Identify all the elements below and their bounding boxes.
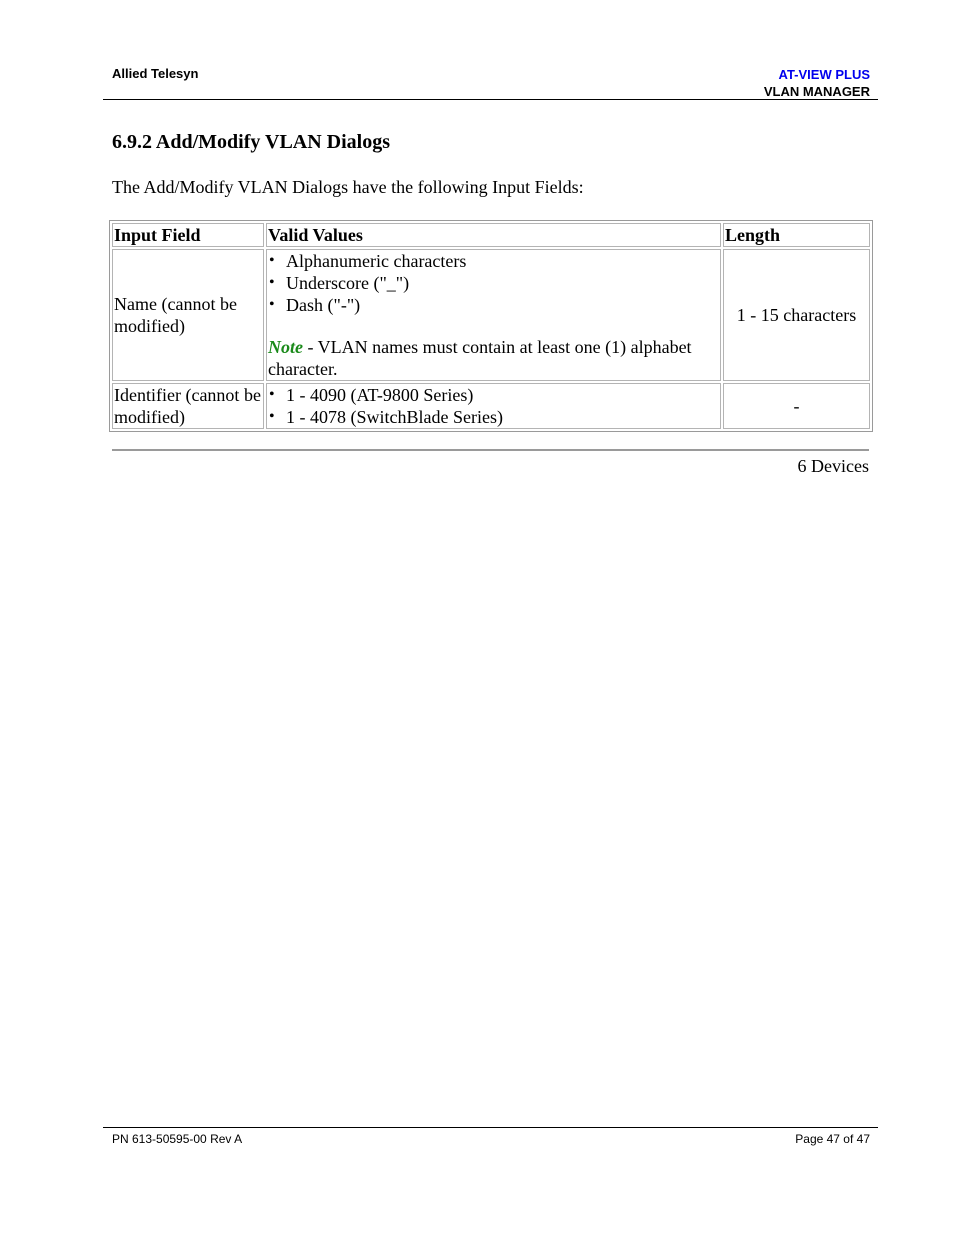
- input-fields-table: [109, 220, 873, 432]
- header-product-block: [764, 66, 870, 100]
- table-header-row: [112, 223, 870, 247]
- table-row: [112, 249, 870, 381]
- length-cell: 1 - 15 characters: [723, 249, 870, 381]
- valid-values-cell: [266, 383, 721, 429]
- list-item: • Alphanumeric characters: [268, 250, 719, 272]
- list-item: • 1 - 4078 (SwitchBlade Series): [268, 406, 719, 428]
- note-paragraph: [268, 336, 719, 380]
- footer-divider: [103, 1127, 878, 1128]
- list-item: • Underscore ("_"): [268, 272, 719, 294]
- header-length: Length: [723, 223, 870, 247]
- content-divider: [112, 449, 869, 451]
- field-name-cell: Name (cannot be modified): [112, 249, 264, 381]
- company-name: Allied Telesyn: [112, 66, 199, 81]
- valid-values-cell: [266, 249, 721, 381]
- length-cell: -: [723, 383, 870, 429]
- valid-values-list: [268, 384, 719, 428]
- header-input-field: Input Field: [112, 223, 264, 247]
- note-label: Note: [268, 337, 303, 357]
- table-row: [112, 383, 870, 429]
- next-topic-link[interactable]: 6 Devices: [797, 456, 869, 476]
- section-intro: The Add/Modify VLAN Dialogs have the following Input Fields:: [112, 177, 584, 197]
- list-item: • Dash ("-"): [268, 294, 719, 316]
- page-number: Page 47 of 47: [795, 1132, 870, 1146]
- list-item: • 1 - 4090 (AT-9800 Series): [268, 384, 719, 406]
- note-text: - VLAN names must contain at least one (1) alphabet character.: [268, 337, 692, 379]
- module-name: VLAN MANAGER: [763, 84, 870, 99]
- product-name: AT-VIEW PLUS: [778, 67, 870, 82]
- section-title: 6.9.2 Add/Modify VLAN Dialogs: [112, 131, 391, 153]
- field-name-cell: Identifier (cannot be modified): [112, 383, 264, 429]
- header-divider: [103, 99, 878, 100]
- part-number: PN 613-50595-00 Rev A: [112, 1132, 243, 1146]
- header-valid-values: Valid Values: [266, 223, 721, 247]
- valid-values-list: [268, 250, 719, 316]
